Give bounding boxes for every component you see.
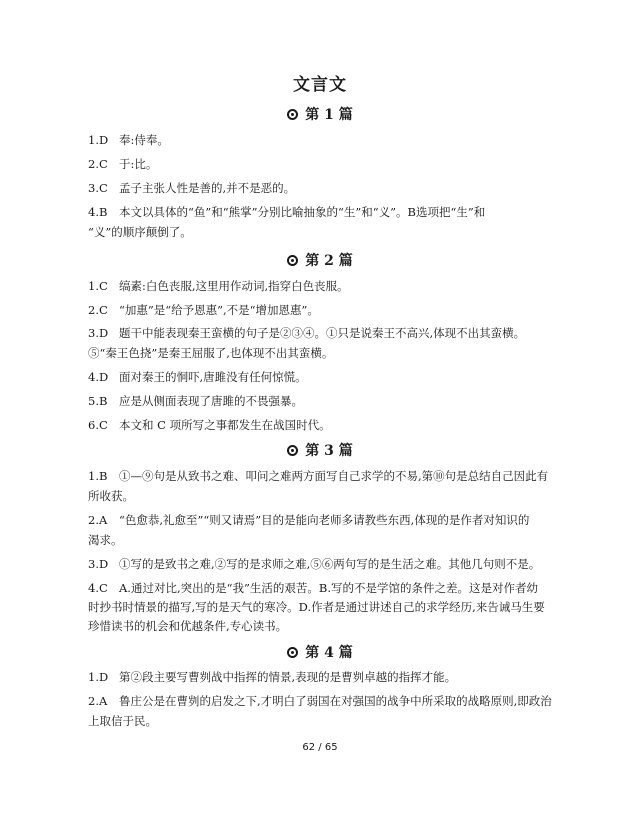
answer-text: 于:比。 [119,157,158,171]
answer-number: 1.D [88,133,109,147]
answer-number: 1.C [88,279,108,293]
answer-line [88,346,333,360]
answer-text: ⑤“秦王色挠”是秦王屈服了,也体现不出其蛮横。 [88,346,334,360]
target-icon [287,647,298,658]
answer-line [88,557,540,571]
answer-line [88,489,134,503]
answer-number: 4.B [88,205,108,219]
answer-line [88,533,123,547]
target-icon [287,445,298,456]
page-number: 62 / 65 [302,742,338,753]
answer-text: “加惠”是“给予恩惠”,不是“增加恩惠”。 [119,303,319,317]
answer-text: 渴求。 [88,533,123,547]
answer-text: ①写的是致书之难,②写的是求师之难,⑤⑥两句写的是生活之难。其他几句则不是。 [119,557,541,571]
section-label: 第 4 篇 [305,645,353,661]
answer-text: “义”的顺序颠倒了。 [88,225,192,239]
answer-text: 鲁庄公是在曹刿的启发之下,才明白了弱国在对强国的战争中所采取的战略原则,即政治 [119,694,552,708]
answer-text: 奉:侍奉。 [119,133,169,147]
answer-number: 4.C [88,581,108,595]
section-heading-4 [0,642,640,662]
answer-number: 6.C [88,418,108,432]
answer-number: 1.B [88,469,108,483]
answer-line [88,714,157,728]
answer-line [88,469,548,483]
answer-line [88,157,157,171]
answer-line [88,326,525,340]
answer-line [88,694,552,708]
answer-number: 3.D [88,326,109,340]
target-icon [287,255,298,266]
answer-line [88,394,303,408]
answer-text: 所收获。 [88,489,134,503]
section-label: 第 2 篇 [305,253,353,269]
answer-number: 2.C [88,303,108,317]
answer-number: 3.D [88,557,109,571]
answer-line [88,225,192,239]
answer-text: 本文以具体的“鱼”和“熊掌”分别比喻抽象的“生”和“义”。B选项把“生”和 [119,205,486,219]
answer-text: 面对秦王的恫吓,唐雎没有任何惊慌。 [119,370,307,384]
answer-number: 4.D [88,370,109,384]
answer-number: 2.C [88,157,108,171]
answer-text: “色愈恭,礼愈至”“则又请焉”目的是能向老师多请教些东西,体现的是作者对知识的 [119,513,530,527]
answer-line [88,513,529,527]
target-icon [287,109,298,120]
answer-line [88,418,331,432]
answer-text: 应是从侧面表现了唐雎的不畏强暴。 [119,394,303,408]
answer-number: 1.D [88,670,109,684]
answer-line [88,600,545,614]
answer-line [88,581,538,595]
answer-number: 2.A [88,513,108,527]
answer-line [88,619,287,633]
answer-number: 3.C [88,181,108,195]
answer-line [88,133,169,147]
answer-number: 5.B [88,394,108,408]
answer-line [88,303,319,317]
answer-text: 上取信于民。 [88,714,157,728]
answer-text: 缟素:白色丧服,这里用作动词,指穿白色丧服。 [119,279,349,293]
answer-text: 本文和 C 项所写之事都发生在战国时代。 [119,418,331,432]
answer-line [88,181,295,195]
answer-text: 珍惜读书的机会和优越条件,专心读书。 [88,619,288,633]
answer-text: 题干中能表现秦王蛮横的句子是②③④。①只是说秦王不高兴,体现不出其蛮横。 [119,326,526,340]
section-label: 第 3 篇 [305,443,353,459]
answer-number: 2.A [88,694,108,708]
answer-line [88,370,307,384]
section-heading-3 [0,440,640,460]
section-heading-1 [0,104,640,124]
answer-text: A.通过对比,突出的是“我”生活的艰苦。B.写的不是学馆的条件之差。这是对作者幼 [119,581,538,595]
section-label: 第 1 篇 [305,107,353,123]
answer-text: 第②段主要写曹刿战中指挥的情景,表现的是曹刿卓越的指挥才能。 [119,670,457,684]
answer-line [88,670,456,684]
page-title: 文言文 [293,75,347,95]
answer-text: ①—⑨句是从致书之难、叩问之难两方面写自己求学的不易,第⑩句是总结自己因此有 [119,469,549,483]
section-heading-2 [0,250,640,270]
answer-line [88,279,349,293]
answer-text: 时抄书时情景的描写,写的是天气的寒冷。D.作者是通过讲述自己的求学经历,来告诫马生要 [88,600,545,614]
answer-line [88,205,485,219]
answer-text: 孟子主张人性是善的,并不是恶的。 [119,181,296,195]
